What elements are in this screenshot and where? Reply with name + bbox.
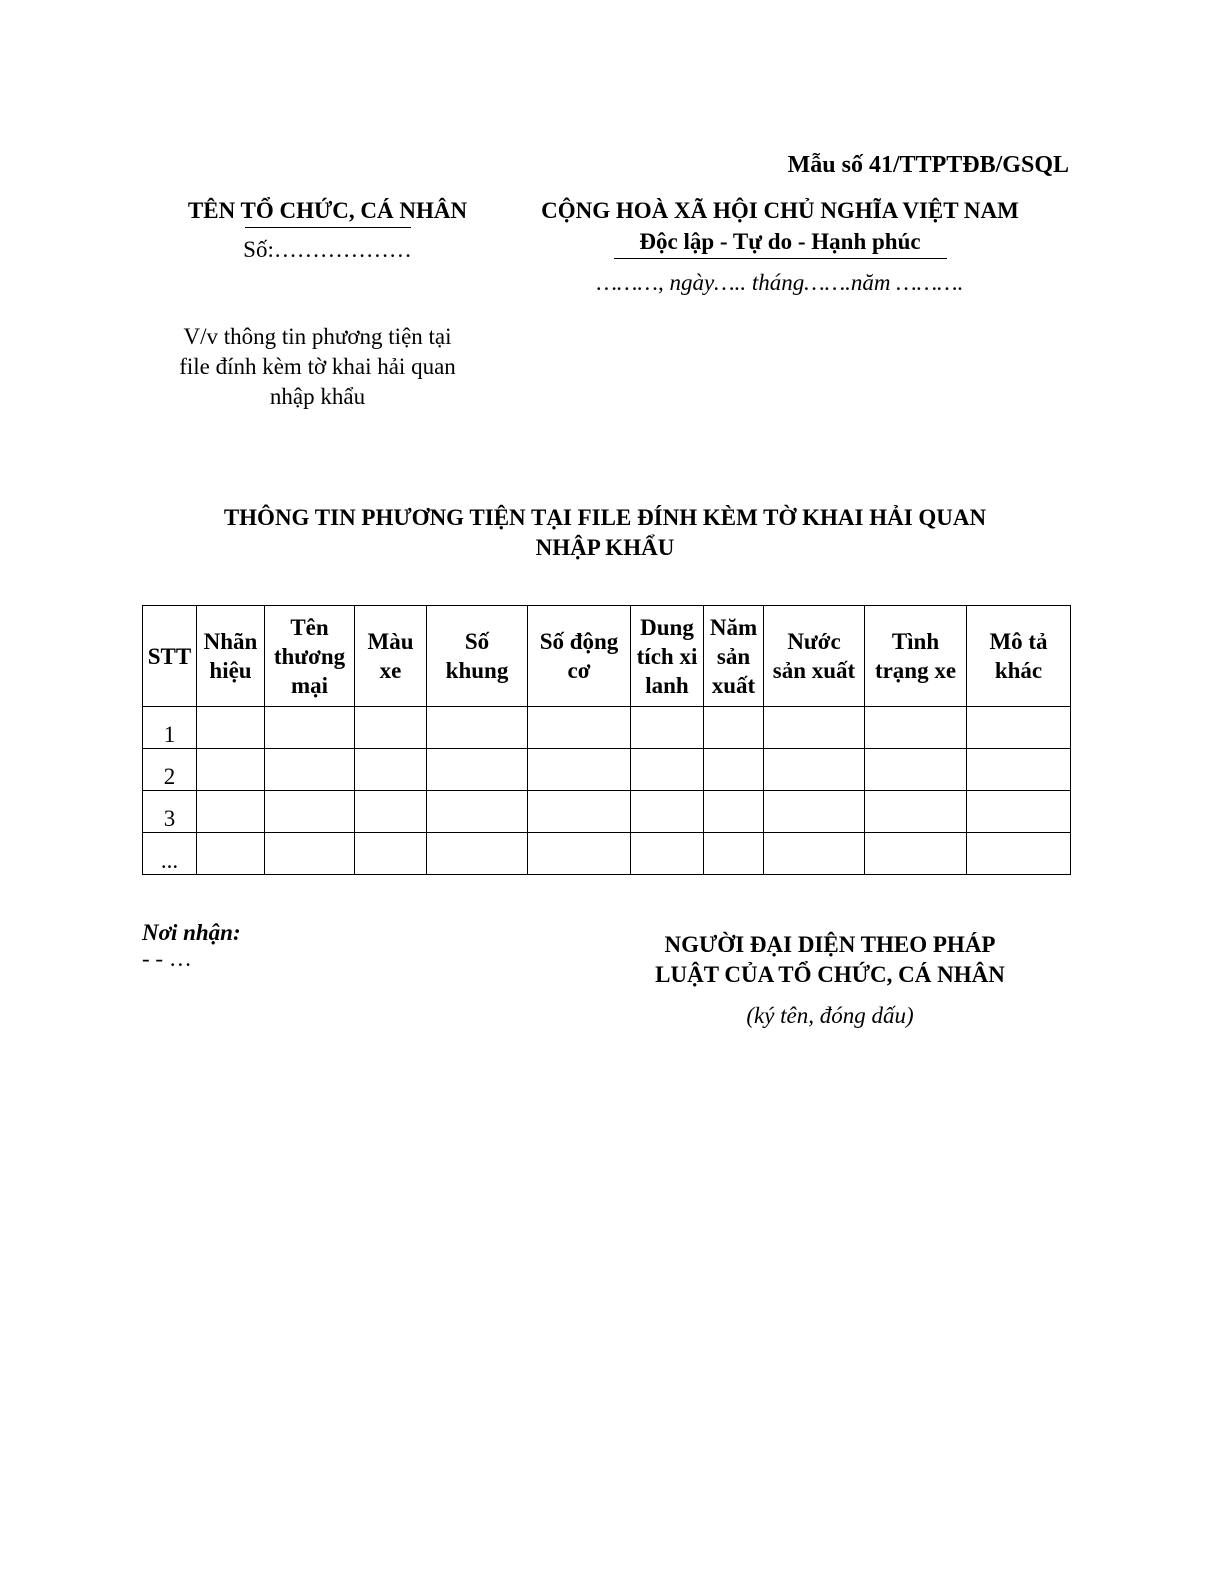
recipients-item: - - …: [142, 946, 192, 971]
document-title: [140, 503, 1070, 563]
subject-line: [150, 322, 485, 412]
table-cell: [967, 749, 1071, 791]
form-code: Mẫu số 41/TTPTĐB/GSQL: [787, 152, 1069, 178]
table-cell: [197, 791, 265, 833]
vehicle-info-table: [142, 605, 1071, 875]
table-cell: [967, 833, 1071, 875]
column-header: [865, 606, 967, 707]
table-cell: [528, 791, 631, 833]
signature-block: [600, 930, 1060, 1031]
table-cell: [528, 833, 631, 875]
column-header-text: sản xuất: [772, 658, 856, 683]
organization-block: [160, 195, 495, 266]
column-header-text: khác: [994, 658, 1043, 683]
table-cell: [355, 833, 427, 875]
table-cell: [427, 707, 528, 749]
national-heading: [505, 195, 1055, 299]
table-cell: [355, 749, 427, 791]
table-cell: [704, 707, 764, 749]
table-cell: [764, 707, 865, 749]
table-row: [143, 791, 1071, 833]
column-header-text: xe: [379, 658, 402, 683]
column-header-text: xuất: [711, 672, 756, 698]
table-cell: [967, 707, 1071, 749]
signatory-title-line-1: NGƯỜI ĐẠI DIỆN THEO PHÁP: [664, 932, 996, 957]
document-number: Số:………………: [243, 237, 412, 262]
column-header-text: STT: [147, 643, 192, 669]
table-cell: [704, 791, 764, 833]
column-header-text: lanh: [645, 672, 689, 698]
column-header-text: Dung: [640, 614, 694, 640]
recipients-section: [142, 918, 241, 970]
table-row: [143, 707, 1071, 749]
column-header-text: Năm: [709, 614, 758, 640]
column-header-text: Số động: [539, 629, 619, 654]
column-header-text: Tình: [891, 629, 940, 654]
nation-name: CỘNG HOÀ XÃ HỘI CHỦ NGHĨA VIỆT NAM: [541, 198, 1019, 223]
column-header: [967, 606, 1071, 707]
row-number: 2: [143, 749, 197, 791]
column-header-text: mại: [290, 672, 329, 698]
table-cell: [704, 749, 764, 791]
date-line: ………, ngày….. tháng…….năm ……….: [596, 270, 964, 295]
motto-underline: [614, 258, 947, 259]
table-cell: [865, 707, 967, 749]
table-cell: [197, 833, 265, 875]
column-header-text: Mô tả: [989, 629, 1048, 654]
subject-line-3: nhập khẩu: [269, 384, 366, 409]
column-header-text: Tên: [290, 614, 329, 640]
table-cell: [265, 749, 355, 791]
row-number: ...: [143, 833, 197, 875]
table-cell: [865, 833, 967, 875]
document-title-line-2: NHẬP KHẨU: [535, 535, 675, 560]
table-cell: [197, 707, 265, 749]
table-header-row: [143, 606, 1071, 707]
table-cell: [265, 833, 355, 875]
table-cell: [704, 833, 764, 875]
table-cell: [355, 707, 427, 749]
column-header: [197, 606, 265, 707]
document-title-line-1: THÔNG TIN PHƯƠNG TIỆN TẠI FILE ĐÍNH KÈM TỜ KHAI HẢI QUAN: [223, 505, 987, 530]
table-cell: [764, 791, 865, 833]
column-header: [265, 606, 355, 707]
column-header: [764, 606, 865, 707]
table-cell: [528, 749, 631, 791]
row-number: 1: [143, 707, 197, 749]
table-row: [143, 833, 1071, 875]
column-header: [143, 606, 197, 707]
table-cell: [865, 791, 967, 833]
table-cell: [764, 749, 865, 791]
column-header-text: cơ: [567, 658, 591, 683]
column-header: [528, 606, 631, 707]
column-header-text: Số: [464, 629, 490, 654]
column-header-text: tích xi: [636, 643, 698, 669]
national-motto: Độc lập - Tự do - Hạnh phúc: [639, 229, 921, 254]
organization-name: TÊN TỔ CHỨC, CÁ NHÂN: [187, 198, 468, 223]
table-cell: [631, 791, 704, 833]
signature-note: (ký tên, đóng dấu): [746, 1003, 914, 1028]
table-cell: [427, 833, 528, 875]
table-cell: [631, 749, 704, 791]
column-header-text: hiệu: [209, 658, 252, 683]
column-header-text: sản: [716, 643, 751, 669]
table-cell: [427, 749, 528, 791]
column-header-text: trạng xe: [874, 658, 957, 683]
recipients-label: Nơi nhận:: [142, 920, 241, 945]
column-header-text: khung: [445, 658, 509, 683]
table-cell: [427, 791, 528, 833]
table-cell: [764, 833, 865, 875]
column-header-text: Nhãn: [203, 629, 258, 654]
table-cell: [197, 749, 265, 791]
table-cell: [967, 791, 1071, 833]
table-cell: [528, 707, 631, 749]
organization-underline: [245, 227, 411, 228]
subject-line-2: file đính kèm tờ khai hải quan: [179, 354, 456, 379]
column-header-text: Màu: [367, 629, 414, 654]
table-cell: [631, 833, 704, 875]
column-header-text: Nước: [787, 629, 841, 654]
column-header-text: thương: [273, 643, 346, 669]
column-header: [631, 606, 704, 707]
table-cell: [265, 707, 355, 749]
table-cell: [265, 791, 355, 833]
row-number: 3: [143, 791, 197, 833]
table-cell: [631, 707, 704, 749]
column-header: [355, 606, 427, 707]
column-header: [704, 606, 764, 707]
table-cell: [355, 791, 427, 833]
subject-line-1: V/v thông tin phương tiện tại: [183, 324, 452, 349]
table-cell: [865, 749, 967, 791]
signatory-title-line-2: LUẬT CỦA TỔ CHỨC, CÁ NHÂN: [655, 962, 1005, 987]
table-row: [143, 749, 1071, 791]
column-header: [427, 606, 528, 707]
